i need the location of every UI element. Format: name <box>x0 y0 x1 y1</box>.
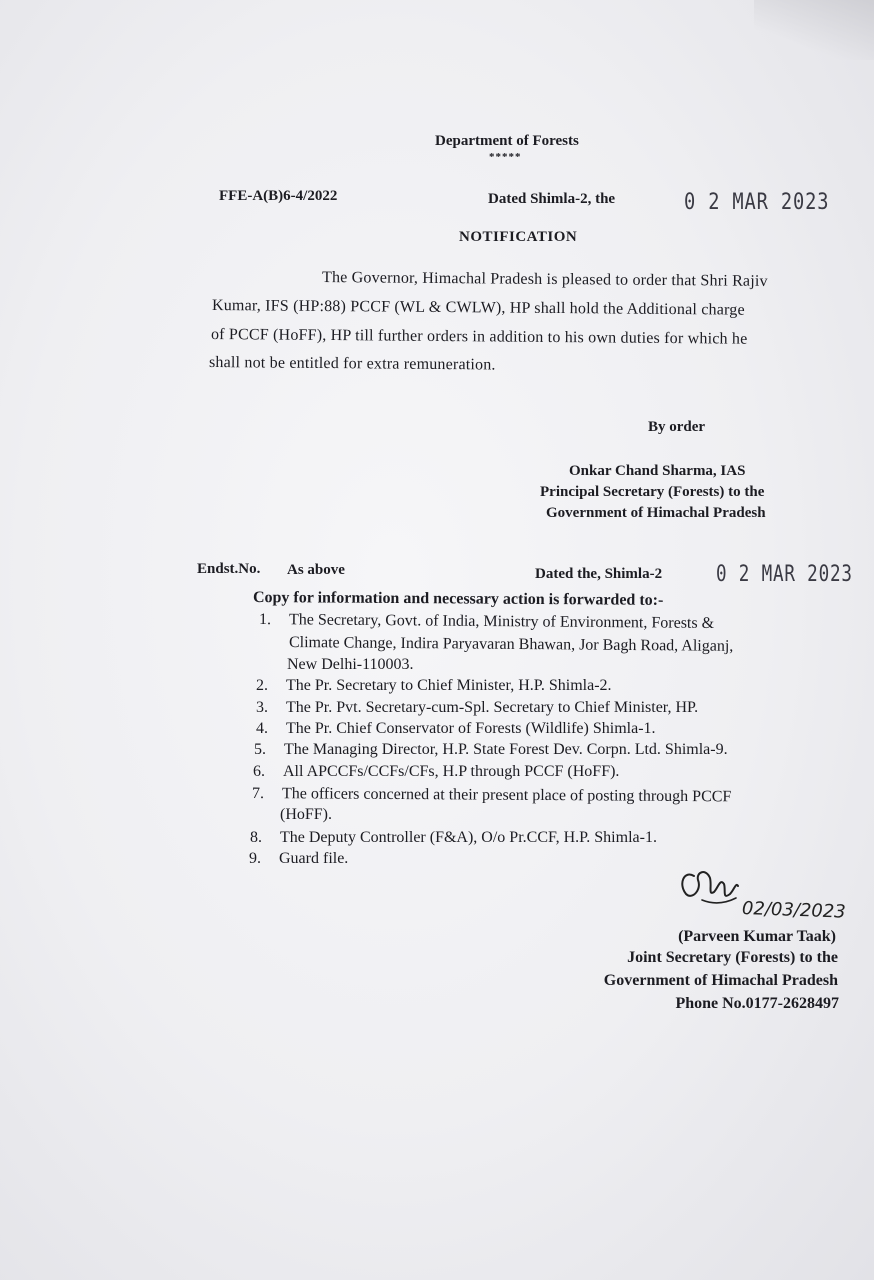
handwritten-signature <box>672 860 742 922</box>
department-heading: Department of Forests <box>435 133 579 149</box>
signatory2-government: Government of Himachal Pradesh <box>603 972 838 989</box>
list-item <box>256 719 656 738</box>
list-item-number: 5. <box>254 741 266 758</box>
signature-date: 02/03/2023 <box>741 898 847 923</box>
body-line-1: The Governor, Himachal Pradesh is pleased to order that Shri Rajiv <box>321 269 768 290</box>
endst-value: As above <box>287 562 345 578</box>
list-item <box>254 740 728 759</box>
list-item-number: 8. <box>250 829 262 846</box>
list-item-text: Guard file. <box>279 850 349 867</box>
list-item <box>256 698 698 717</box>
list-item <box>256 676 612 695</box>
endst-dated-label: Dated the, Shimla-2 <box>535 566 663 582</box>
list-item-number: 9. <box>249 850 261 867</box>
body-line-2: Kumar, IFS (HP:88) PCCF (WL & CWLW), HP shall hold the Additional charge <box>211 297 745 319</box>
signatory2-designation: Joint Secretary (Forests) to the <box>627 949 838 966</box>
body-line-3: of PCCF (HoFF), HP till further orders in addition to his own duties for which he <box>210 326 748 348</box>
endst-date-stamp: 0 2 MAR 2023 <box>716 562 853 587</box>
list-item <box>249 849 348 868</box>
list-item-number: 3. <box>256 699 268 716</box>
list-item-text: The Deputy Controller (F&A), O/o Pr.CCF, H.P. Shimla-1. <box>280 829 657 846</box>
file-number: FFE-A(B)6-4/2022 <box>219 188 338 204</box>
page-fold-shadow <box>754 0 874 60</box>
list-item-text: The Pr. Chief Conservator of Forests (Wildlife) Shimla-1. <box>286 720 656 737</box>
signatory2-phone: Phone No.0177-2628497 <box>675 995 839 1012</box>
list-item-number: 2. <box>256 677 268 694</box>
dated-label: Dated Shimla-2, the <box>488 191 616 207</box>
signatory1-designation: Principal Secretary (Forests) to the <box>540 484 765 500</box>
list-item <box>253 762 619 781</box>
list-item <box>259 610 714 633</box>
list-item-text: The Managing Director, H.P. State Forest Dev. Corpn. Ltd. Shimla-9. <box>284 741 728 758</box>
by-order: By order <box>648 419 706 435</box>
endst-label: Endst.No. <box>197 561 261 577</box>
list-item-text: The Pr. Pvt. Secretary-cum-Spl. Secretary to Chief Minister, HP. <box>286 699 699 716</box>
list-item-continuation: Climate Change, Indira Paryavaran Bhawan, Jor Bagh Road, Aliganj, <box>288 634 734 655</box>
signatory1-name: Onkar Chand Sharma, IAS <box>569 463 746 479</box>
list-item-text: All APCCFs/CCFs/CFs, H.P through PCCF (HoFF). <box>283 763 620 780</box>
date-stamp: 0 2 MAR 2023 <box>684 190 830 215</box>
list-item-number: 4. <box>256 720 268 737</box>
list-item-number: 1. <box>258 611 272 629</box>
list-item-text: The Secretary, Govt. of India, Ministry of Environment, Forests & <box>288 611 715 632</box>
heading-stars: ***** <box>489 151 522 163</box>
signatory1-government: Government of Himachal Pradesh <box>546 505 766 521</box>
list-item-number: 6. <box>253 763 265 780</box>
list-item-number: 7. <box>251 785 265 803</box>
notification-title: NOTIFICATION <box>459 229 578 245</box>
list-item-continuation: New Delhi-110003. <box>287 656 414 673</box>
list-item-text: The officers concerned at their present place of posting through PCCF <box>281 785 732 806</box>
copy-forwarded-line: Copy for information and necessary action is forwarded to:- <box>252 589 664 609</box>
list-item-continuation: (HoFF). <box>280 806 333 823</box>
signatory2-name: (Parveen Kumar Taak) <box>678 928 836 945</box>
body-line-4: shall not be entitled for extra remuneration. <box>208 354 496 374</box>
list-item <box>252 784 731 806</box>
list-item-text: The Pr. Secretary to Chief Minister, H.P. Shimla-2. <box>286 677 612 694</box>
list-item <box>250 828 657 847</box>
